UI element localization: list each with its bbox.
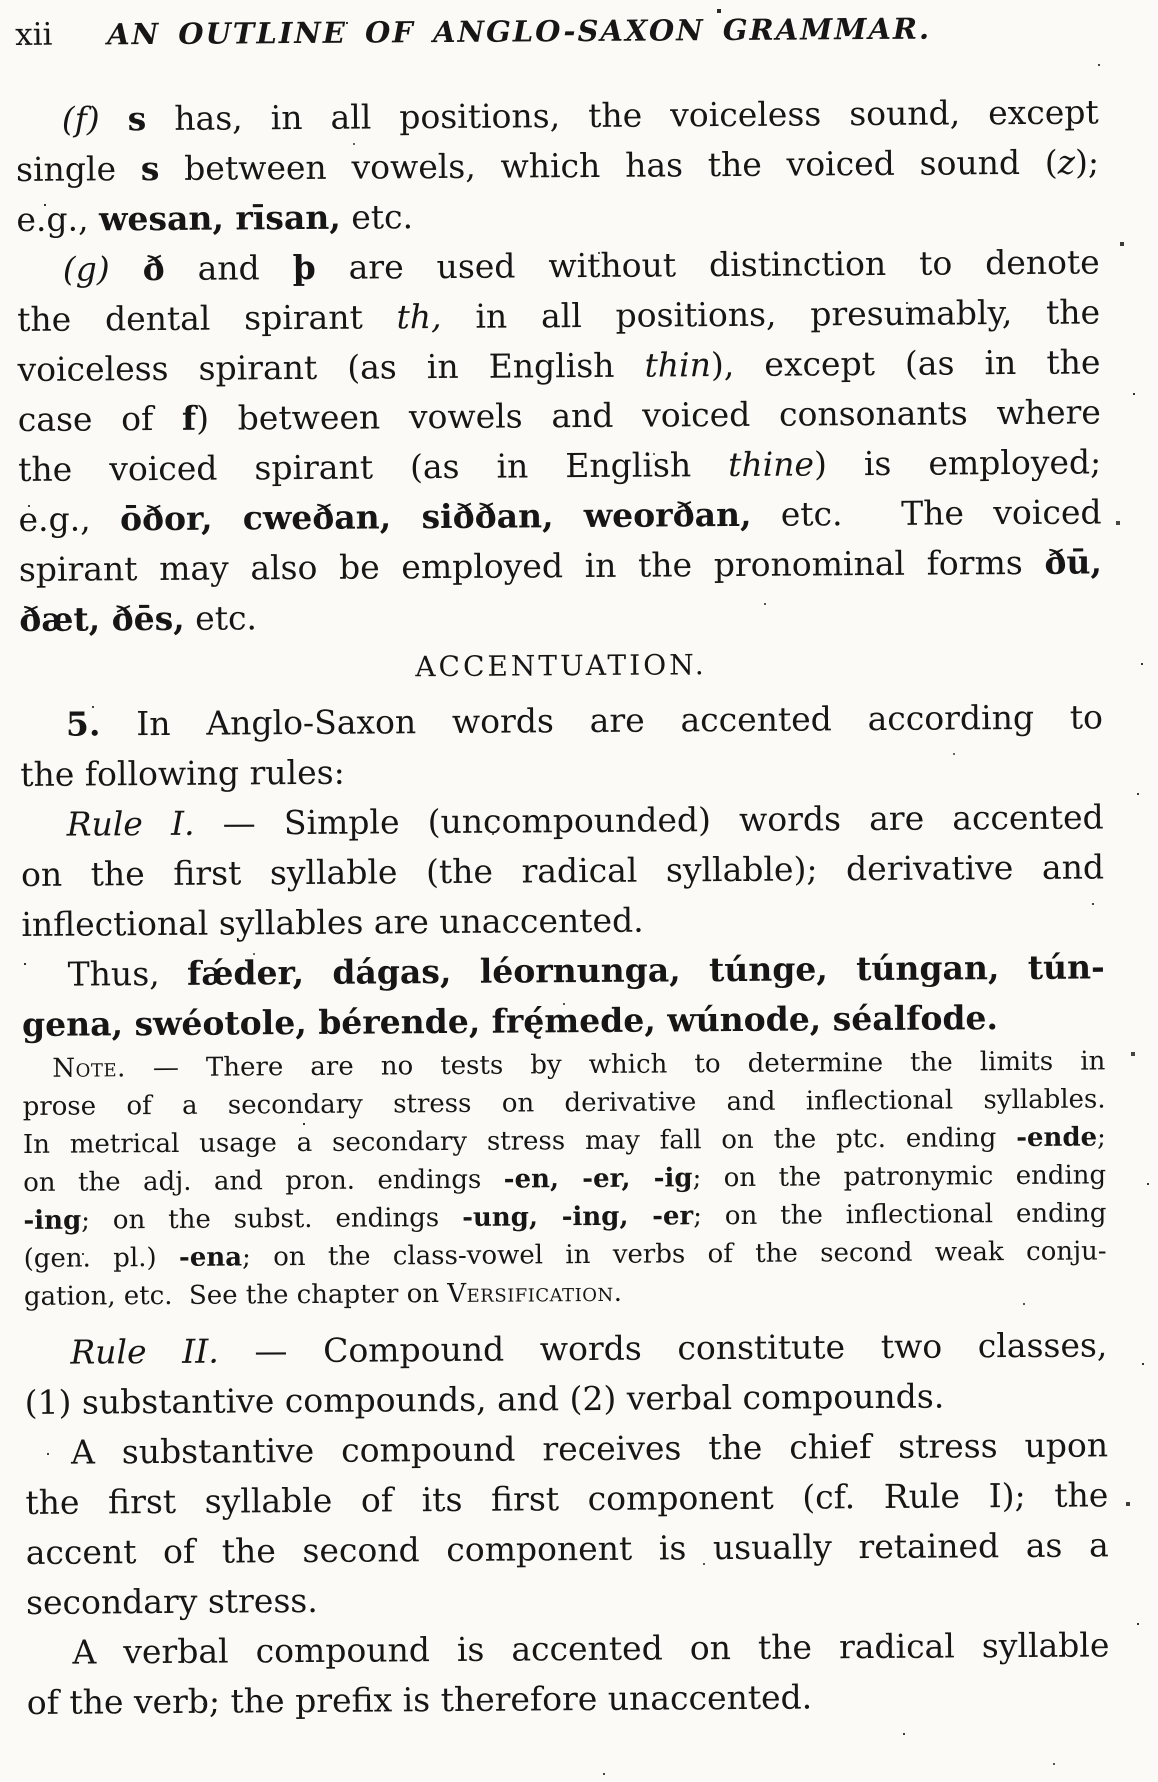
text-segment: — There are no tests by which to determine the limits in — [125, 1046, 1106, 1084]
text-segment: e.g., — [16, 199, 100, 239]
text-segment: Note. — [52, 1053, 126, 1084]
text-line — [26, 1520, 1109, 1578]
text-segment: fǽder, dágas, léornunga, túnge, túngan, tún- — [186, 947, 1105, 993]
text-segment: has, in all positions, the voiceless sound, except — [146, 92, 1099, 139]
text-line — [19, 587, 1102, 645]
text-segment: on the first syllable (the radical syllable); derivative and — [20, 847, 1105, 894]
text-segment: 5. — [65, 704, 101, 744]
text-segment: gena, swéotole, bérende, frę́mede, wúnode, séalfode. — [21, 998, 999, 1044]
text-segment: inflectional syllables are unaccented. — [21, 900, 644, 944]
text-line — [22, 992, 1105, 1050]
text-segment: — Compound words constitute two classes, — [218, 1325, 1108, 1371]
text-segment: accent of the second component is usually retained as a — [25, 1525, 1109, 1572]
text-line — [19, 537, 1102, 595]
paragraph-g — [17, 237, 1103, 645]
text-line — [17, 287, 1100, 345]
text-segment: ; on the inflectional ending — [693, 1198, 1107, 1232]
text-segment: voiceless spirant (as in English — [17, 345, 645, 389]
text-line — [26, 1570, 1109, 1628]
page-content — [15, 4, 1110, 1728]
text-segment: ð — [142, 248, 165, 289]
page-header — [15, 4, 1098, 58]
text-line — [25, 1470, 1108, 1528]
text-segment: In Anglo-Saxon words are accented according to — [100, 697, 1104, 744]
text-line — [22, 942, 1105, 1000]
rule-1-paragraph — [21, 792, 1105, 950]
text-line — [25, 1370, 1108, 1428]
text-segment: (gen. pl.) — [23, 1242, 180, 1274]
verbal-compound-paragraph — [26, 1620, 1110, 1728]
text-segment: etc. The voiced — [751, 492, 1102, 534]
text-segment: -ing — [23, 1205, 82, 1236]
running-title: AN OUTLINE OF ANGLO-SAXON GRAMMAR. — [107, 11, 932, 52]
text-line — [18, 387, 1101, 445]
text-segment: and — [164, 248, 293, 288]
text-segment: ; — [1097, 1122, 1106, 1153]
text-segment: ōðor, cweðan, siððan, weorðan, — [119, 494, 752, 539]
text-segment: -ung, -ing, -er — [462, 1201, 694, 1233]
text-segment: f — [181, 398, 197, 438]
text-segment: z — [1057, 142, 1076, 182]
text-segment: ) is employed; — [813, 442, 1102, 484]
text-segment: etc. — [340, 197, 414, 237]
text-line — [21, 892, 1104, 950]
text-line — [17, 237, 1100, 295]
text-segment: the voiced spirant (as in English — [18, 445, 729, 489]
text-segment: ðū, — [1044, 542, 1103, 582]
text-segment: of the verb; the prefix is therefore unaccented. — [26, 1677, 813, 1722]
text-segment: s — [140, 148, 160, 189]
text-segment: (f) — [61, 99, 100, 139]
text-line — [26, 1620, 1109, 1678]
text-segment: the dental spirant — [17, 297, 397, 339]
text-segment: on the adj. and pron. endings — [23, 1164, 504, 1198]
text-segment: between vowels, which has the voiced sound ( — [159, 142, 1058, 188]
text-segment: -ende — [1016, 1122, 1098, 1154]
text-segment: thin — [644, 345, 712, 385]
text-line — [16, 187, 1099, 245]
text-line — [21, 842, 1104, 900]
text-segment — [100, 99, 128, 138]
text-line — [21, 792, 1104, 850]
substantive-compound-paragraph — [25, 1420, 1109, 1628]
text-segment: thine — [727, 444, 815, 485]
section-heading-accentuation: ACCENTUATION. — [415, 648, 707, 684]
text-segment: etc. — [184, 598, 258, 638]
text-segment: ; on the patronymic ending — [692, 1160, 1107, 1194]
text-segment: Thus, — [67, 953, 188, 994]
text-line — [20, 692, 1103, 750]
text-segment: ) between vowels and voiced consonants where — [196, 392, 1101, 438]
text-segment: A substantive compound receives the chief stress upon — [70, 1425, 1109, 1472]
text-segment: ); — [1074, 142, 1100, 182]
text-segment: secondary stress. — [25, 1580, 318, 1622]
text-segment: ; on the class-vowel in verbs of the second weak conju- — [241, 1236, 1107, 1273]
text-segment: s — [127, 99, 147, 139]
text-line — [17, 337, 1100, 395]
text-line — [18, 487, 1101, 545]
text-segment: Rule I. — [66, 803, 195, 844]
text-segment — [110, 249, 143, 288]
note-paragraph — [22, 1042, 1107, 1316]
text-segment: the following rules: — [20, 752, 345, 794]
text-segment: prose of a secondary stress on derivative and inflectional syllables. — [22, 1084, 1106, 1122]
text-segment: case of — [17, 398, 183, 439]
text-segment: -ena — [178, 1242, 243, 1273]
page-number: xii — [15, 16, 53, 53]
text-segment: th, — [396, 297, 442, 337]
text-segment: (1) substantive compounds, and (2) verbal compounds. — [24, 1376, 945, 1422]
paragraph-5 — [20, 692, 1104, 800]
text-segment: Rule II. — [70, 1331, 219, 1372]
text-segment: ðæt, ðēs, — [19, 598, 185, 639]
examples-paragraph — [22, 942, 1106, 1050]
text-line — [24, 1270, 1107, 1316]
text-line — [20, 742, 1103, 800]
text-segment: — Simple (uncompounded) words are accented — [194, 797, 1104, 843]
text-segment: A verbal compound is accented on the radical syllable — [72, 1625, 1110, 1672]
text-segment: Versification. — [447, 1277, 623, 1310]
text-line — [24, 1320, 1107, 1378]
text-segment: the first syllable of its first component (cf. Rule I); the — [25, 1475, 1109, 1522]
text-segment: gation, etc. See the chapter on — [23, 1279, 448, 1312]
text-segment: þ — [292, 247, 316, 288]
text-segment: -en, -er, -ig — [503, 1163, 693, 1195]
text-segment: ), except (as in the — [710, 342, 1101, 385]
text-line — [18, 437, 1101, 495]
text-segment: are used without distinction to denote — [315, 242, 1100, 287]
text-segment: In metrical usage a secondary stress may fall on the ptc. ending — [22, 1123, 1017, 1160]
text-line — [24, 1232, 1107, 1278]
text-line — [25, 1420, 1108, 1478]
text-segment: single — [15, 149, 141, 189]
text-segment: wesan, rīsan, — [98, 197, 341, 239]
text-segment: (g) — [62, 249, 110, 289]
paragraph-f — [16, 87, 1100, 245]
text-segment: e.g., — [18, 499, 121, 539]
rule-2-paragraph — [24, 1320, 1108, 1428]
text-segment: spirant may also be employed in the pronominal forms — [18, 542, 1045, 589]
text-segment: in all positions, presumably, the — [441, 292, 1101, 337]
text-segment: ; on the subst. endings — [81, 1202, 463, 1236]
text-line — [16, 137, 1099, 195]
text-line — [27, 1670, 1110, 1728]
text-line — [16, 87, 1099, 145]
